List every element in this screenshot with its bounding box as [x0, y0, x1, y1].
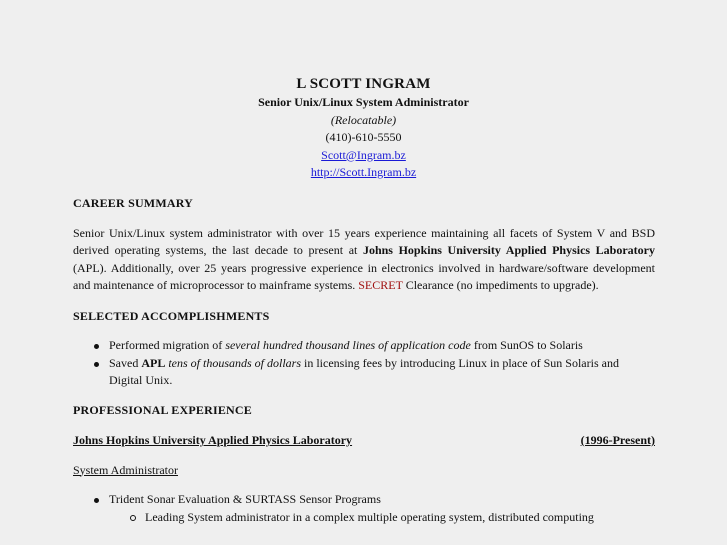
- resume-body: [73, 195, 655, 526]
- resume-header: [0, 74, 727, 182]
- employment-dates: (1996-Present): [580, 433, 655, 447]
- career-summary-heading: CAREER SUMMARY: [73, 196, 194, 210]
- employer-name: Johns Hopkins University Applied Physics Laboratory: [362, 243, 655, 257]
- candidate-name: L SCOTT INGRAM: [296, 76, 431, 92]
- relocatable-note: (Relocatable): [330, 112, 397, 127]
- phone-number: (410)-610-5550: [325, 130, 402, 144]
- list-item: Performed migration of several hundred thousand lines of application code from SunOS to Solaris: [73, 337, 655, 355]
- list-item: Leading System administrator in a complex multiple operating system, distributed computing: [73, 509, 655, 527]
- accomplishments-list: [73, 337, 655, 390]
- program-sublist: [109, 509, 655, 527]
- program-list: [73, 491, 655, 526]
- clearance-level: SECRET: [358, 278, 403, 292]
- list-item: Saved APL tens of thousands of dollars in licensing fees by introducing Linux in place of Sun Solaris and Digital Unix.: [73, 355, 655, 390]
- career-summary-text: Senior Unix/Linux system administrator with over 15 years experience maintaining all facets of System V and BSD derived operating systems, the last decade to present at Johns Hopkins University Applied Physics Laboratory (APL). Additionally, over 25 years progressive experience in electronics involved in hardware/software development and maintenance of microprocessor to mainframe systems. SECRET Clearance (no impediments to upgrade).: [73, 225, 655, 292]
- email-link[interactable]: Scott@Ingram.bz: [321, 147, 406, 162]
- role-title: System Administrator: [73, 462, 178, 477]
- job-title: Senior Unix/Linux System Administrator: [258, 95, 469, 109]
- accomplishments-heading: SELECTED ACCOMPLISHMENTS: [73, 308, 270, 323]
- list-item: Trident Sonar Evaluation & SURTASS Sensor Programs Leading System administrator in a complex multiple operating system, distributed computing: [73, 491, 655, 526]
- employer-title: Johns Hopkins University Applied Physics Laboratory: [73, 433, 353, 447]
- website-link[interactable]: http://Scott.Ingram.bz: [310, 165, 417, 179]
- experience-heading: PROFESSIONAL EXPERIENCE: [73, 402, 252, 417]
- employer-line: [73, 432, 655, 450]
